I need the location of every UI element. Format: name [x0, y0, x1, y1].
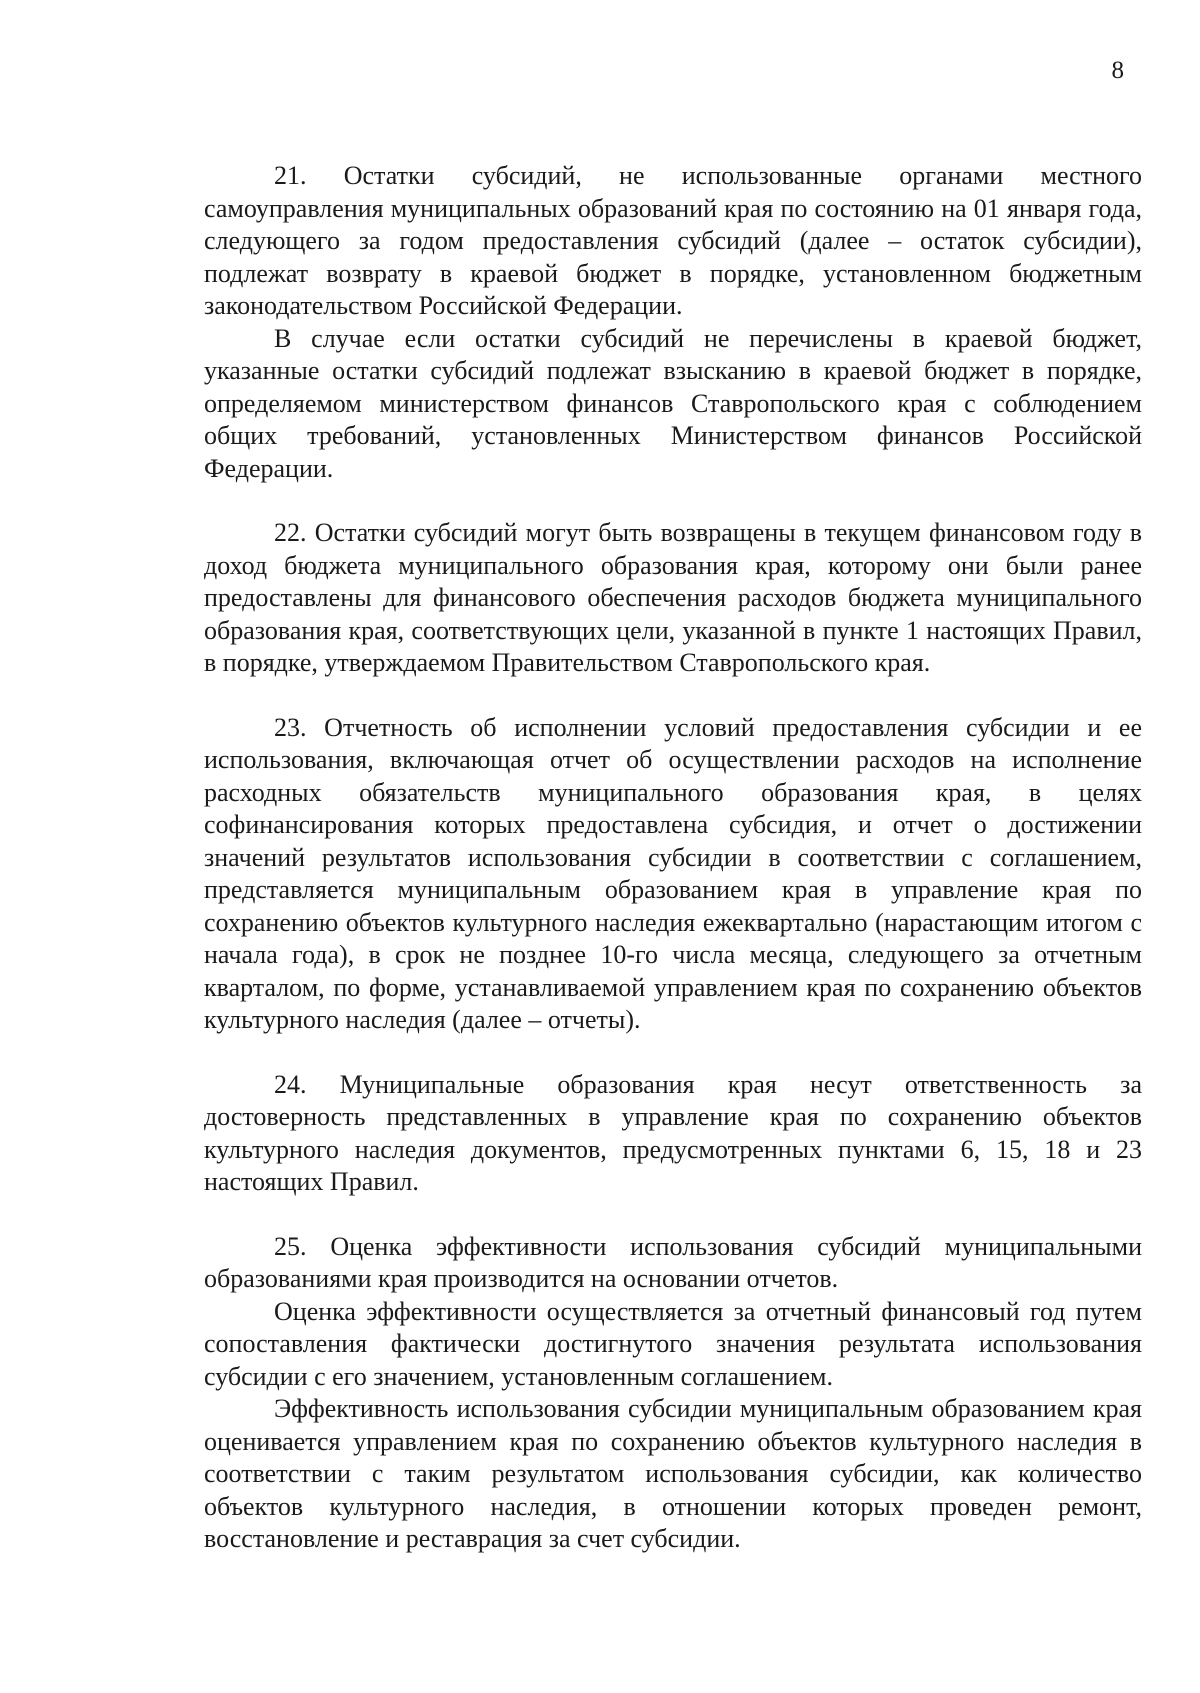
page-number: 8 [1111, 57, 1124, 84]
paragraph-23: 23. Отчетность об исполнении условий предоставления субсидии и ее использования, включающая отчет об осуществлении расходов на исполнение расходных обязательств муниципального образования края, в целях софинансирования которых предоставлена субсидия, и отчет о достижении значений результатов использования субсидии в соответствии с соглашением, представляется муниципальным образованием края в управление края по сохранению объектов культурного наследия ежеквартально (нарастающим итогом с начала года), в срок не позднее 10-го числа месяца, следующего за отчетным кварталом, по форме, устанавливаемой управлением края по сохранению объектов культурного наследия (далее – отчеты). [204, 712, 1142, 1034]
paragraph-24: 24. Муниципальные образования края несут ответственность за достоверность представленных в управление края по сохранению объектов культурного наследия документов, предусмотренных пунктами 6, 15, 18 и 23 настоящих Правил. [204, 1069, 1142, 1196]
paragraph-25-assessment: Эффективность использования субсидии муниципальным образованием края оценивается управлением края по сохранению объектов культурного наследия в соответствии с таким результатом использования субсидии, как количество объектов культурного наследия, в отношении которых проведен ремонт, восстановление и реставрация за счет субсидии. [204, 1394, 1142, 1553]
paragraph-21-continuation: В случае если остатки субсидий не перечислены в краевой бюджет, указанные остатки субсидий подлежат взысканию в краевой бюджет в порядке, определяемом министерством финансов Ставропольского края с соблюдением общих требований, установленных Министерством финансов Российской Федерации. [204, 323, 1142, 483]
paragraph-22: 22. Остатки субсидий могут быть возвращены в текущем финансовом году в доход бюджета муниципального образования края, которому они были ранее предоставлены для финансового обеспечения расходов бюджета муниципального образования края, соответствующих цели, указанной в пункте 1 настоящих Правил, в порядке, утверждаемом Правительством Ставропольского края. [204, 518, 1142, 677]
paragraph-21-main: 21. Остатки субсидий, не использованные органами местного самоуправления муниципальных образований края по состоянию на 01 января года, следующего за годом предоставления субсидий (далее – остаток субсидии), подлежат возврату в краевой бюджет в порядке, установленном бюджетным законодательством Российской Федерации. [204, 161, 1142, 320]
paragraph-25-method: Оценка эффективности осуществляется за отчетный финансовый год путем сопоставления фактически достигнутого значения результата использования субсидии с его значением, установленным соглашением. [204, 1296, 1142, 1391]
document-body [204, 160, 1142, 1556]
paragraph-25-main: 25. Оценка эффективности использования субсидий муниципальными образованиями края производится на основании отчетов. [204, 1231, 1142, 1293]
